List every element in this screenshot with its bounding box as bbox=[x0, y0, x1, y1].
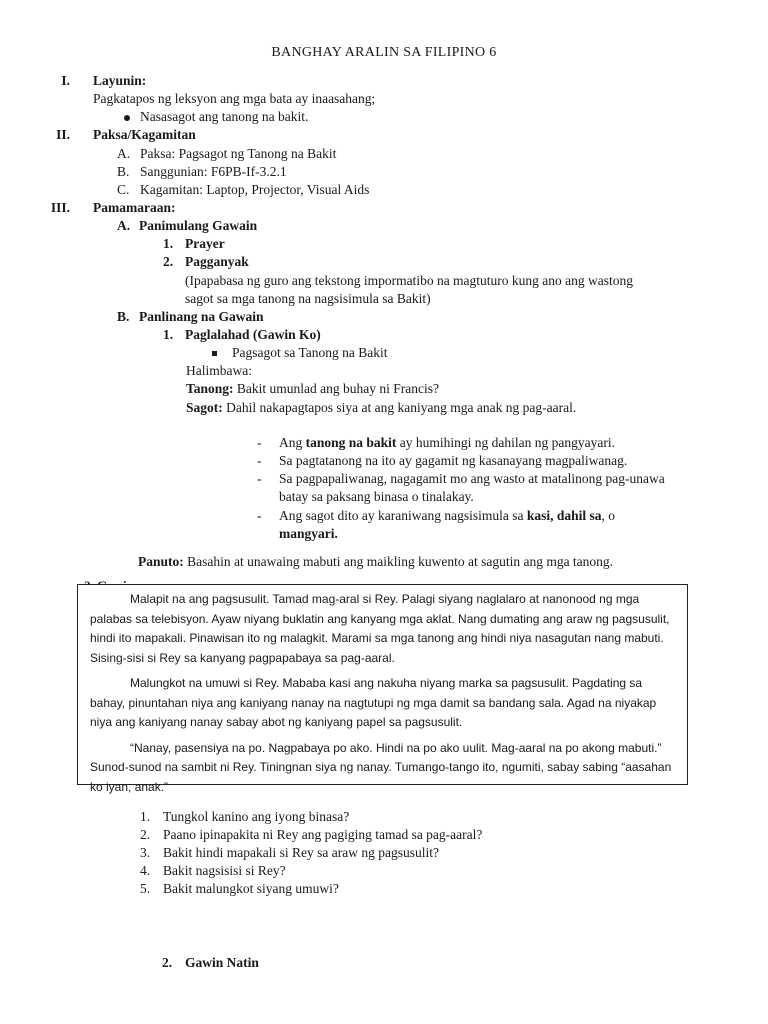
instructions-text: Basahin at unawaing mabuti ang maikling kuwento at sagutin ang mga tanong. bbox=[187, 554, 614, 569]
note-4-line-2: mangyari. bbox=[279, 526, 338, 541]
note-text: Ang bbox=[279, 435, 306, 450]
part-a-marker: A. bbox=[117, 218, 131, 233]
story-paragraph-2: Malungkot na umuwi si Rey. Mababa kasi ang nakuha niyang marka sa pagsusulit. Pagdating sa bahay, pinuntahan niya ang kaniyang nanay na nagtutupi ng mga damit sa bandang sala. Agad na niyakap niya ang kaniyang nanay sabay abot ng kaniyang papel sa pagsusulit. bbox=[90, 676, 657, 729]
section-3-heading: Pamamaraan: bbox=[93, 200, 176, 215]
story-paragraph-3: “Nanay, pasensiya na po. Nagpabaya po ako. Hindi na po ako uulit. Mag-aaral na po akong mabuti.” Sunod-sunod na sambit ni Rey. Tiningnan siya ng nanay. Tumango-tango ito, ngumiti, sabay sabing “aasahan ko iyan, anak.” bbox=[90, 740, 672, 794]
dash-marker: - bbox=[257, 435, 262, 450]
note-text: Ang sagot dito ay karaniwang nagsisimula sa bbox=[279, 508, 527, 523]
square-bullet-icon bbox=[212, 351, 217, 356]
dash-marker: - bbox=[257, 471, 262, 486]
question-item: Paano ipinapakita ni Rey ang pagiging tamad sa pag-aaral? bbox=[163, 827, 483, 842]
question-item: Bakit malungkot siyang umuwi? bbox=[163, 881, 339, 896]
question-item: Tungkol kanino ang iyong binasa? bbox=[163, 809, 350, 824]
note-3-line-2: batay sa paksang binasa o tinalakay. bbox=[279, 489, 474, 504]
part-a-heading: Panimulang Gawain bbox=[139, 218, 258, 233]
list-marker: B. bbox=[117, 164, 130, 179]
story-paragraph-1: Malapit na ang pagsusulit. Tamad mag-aral si Rey. Palagi siyang naglalaro at nanonood ng mga palabas sa telebisyon. Ayaw niyang buklatin ang kanyang mga aklat. Nang dumating ang araw ng pagsusulit, hindi ito mapakali. Pinawisan ito ng malagkit. Marami sa mga tanong ang hindi niya nasagutan nang mabuti. Sising-sisi si Rey sa kanyang pagpapabaya sa pag-aaral. bbox=[90, 592, 670, 665]
note-text: ay humihingi ng dahilan ng pangyayari. bbox=[396, 435, 615, 450]
list-marker: A. bbox=[117, 146, 131, 161]
question-item: Bakit nagsisisi si Rey? bbox=[163, 863, 286, 878]
example-question bbox=[186, 380, 439, 398]
part-b-marker: B. bbox=[117, 309, 130, 324]
question-marker: 3. bbox=[140, 845, 151, 860]
instructions-label: Panuto: bbox=[138, 554, 184, 569]
motivation-note-line-2: sagot sa mga tanong na nagsisimula sa Bakit) bbox=[185, 291, 431, 306]
note-3-line-1: Sa pagpapaliwanag, nagagamit mo ang wasto at matalinong pag-unawa bbox=[279, 471, 665, 486]
question-marker: 2. bbox=[140, 827, 151, 842]
list-marker: C. bbox=[117, 182, 130, 197]
guided-practice-step: Gawin Natin bbox=[185, 955, 259, 970]
step-marker: 2. bbox=[162, 955, 173, 970]
part-b-heading: Panlinang na Gawain bbox=[139, 309, 264, 324]
document-title: BANGHAY ARALIN SA FILIPINO 6 bbox=[271, 45, 497, 60]
topic-item: Paksa: Pagsagot ng Tanong na Bakit bbox=[140, 146, 337, 161]
section-3-numeral: III. bbox=[50, 200, 70, 215]
section-2-heading: Paksa/Kagamitan bbox=[93, 127, 196, 142]
objective-item: Nasasagot ang tanong na bakit. bbox=[140, 109, 309, 124]
instructions bbox=[138, 553, 613, 571]
motivation-note-line-1: (Ipapabasa ng guro ang tekstong impormatibo na magtuturo kung ano ang wastong bbox=[185, 273, 634, 288]
prayer-step: Prayer bbox=[185, 236, 225, 251]
question-label: Tanong: bbox=[186, 381, 234, 396]
reference-item: Sanggunian: F6PB-If-3.2.1 bbox=[140, 164, 287, 179]
note-4-line-1 bbox=[279, 507, 615, 525]
dash-marker: - bbox=[257, 453, 262, 468]
example-label: Halimbawa: bbox=[186, 363, 252, 378]
answer-label: Sagot: bbox=[186, 400, 223, 415]
question-item: Bakit hindi mapakali si Rey sa araw ng pagsusulit? bbox=[163, 845, 439, 860]
materials-item: Kagamitan: Laptop, Projector, Visual Aids bbox=[140, 182, 370, 197]
section-1-numeral: I. bbox=[61, 73, 70, 88]
note-bold: tanong na bakit bbox=[305, 435, 397, 450]
question-marker: 5. bbox=[140, 881, 151, 896]
dash-marker: - bbox=[257, 508, 262, 523]
step-marker: 1. bbox=[163, 327, 174, 342]
presentation-bullet: Pagsagot sa Tanong na Bakit bbox=[232, 345, 388, 360]
question-marker: 4. bbox=[140, 863, 151, 878]
note-text: , o bbox=[601, 508, 615, 523]
motivation-step: Pagganyak bbox=[185, 254, 249, 269]
note-1 bbox=[279, 434, 615, 452]
question-marker: 1. bbox=[140, 809, 151, 824]
step-marker: 1. bbox=[163, 236, 174, 251]
answer-text: Dahil nakapagtapos siya at ang kaniyang mga anak ng pag-aaral. bbox=[226, 400, 577, 415]
section-1-intro: Pagkatapos ng leksyon ang mga bata ay inaasahang; bbox=[93, 91, 376, 106]
bullet-dot-icon bbox=[124, 115, 130, 121]
presentation-step: Paglalahad (Gawin Ko) bbox=[185, 327, 321, 342]
step-marker: 2. bbox=[163, 254, 174, 269]
section-2-numeral: II. bbox=[56, 127, 70, 142]
section-1-heading: Layunin: bbox=[93, 73, 147, 88]
note-bold: kasi, dahil sa bbox=[526, 508, 602, 523]
example-answer bbox=[186, 399, 576, 417]
note-2: Sa pagtatanong na ito ay gagamit ng kasanayang magpaliwanag. bbox=[279, 453, 628, 468]
story-box bbox=[77, 584, 688, 794]
question-text: Bakit umunlad ang buhay ni Francis? bbox=[236, 381, 439, 396]
